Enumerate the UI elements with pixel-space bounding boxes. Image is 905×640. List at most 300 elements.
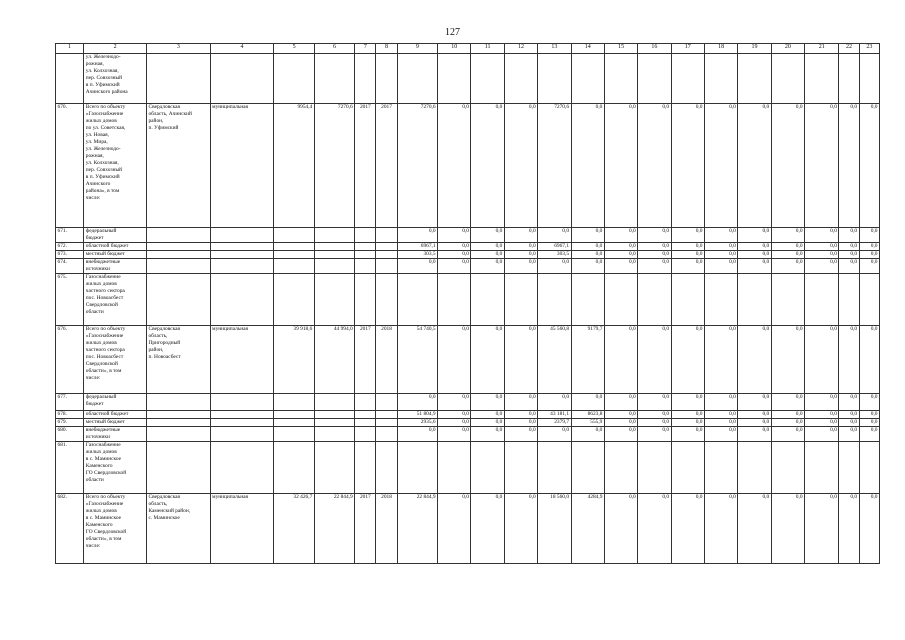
value-cell [805, 274, 839, 326]
value-cell [274, 228, 314, 243]
value-cell: 6967,1 [538, 243, 571, 251]
row-index: 680. [56, 427, 84, 442]
value-cell: 0,0 [438, 411, 471, 419]
column-number: 2 [84, 44, 147, 54]
location [146, 228, 210, 243]
value-cell [274, 427, 314, 442]
value-cell: 0,0 [671, 104, 704, 228]
value-cell: 0,0 [671, 251, 704, 259]
value-cell: 0,0 [604, 419, 637, 427]
value-cell: 0,0 [504, 104, 537, 228]
value-cell: 0,0 [638, 228, 671, 243]
value-cell [538, 442, 571, 494]
ownership [210, 54, 274, 104]
value-cell: 0,0 [638, 427, 671, 442]
column-number: 8 [376, 44, 397, 54]
value-cell: 0,0 [805, 394, 839, 411]
value-cell: 0,0 [604, 326, 637, 394]
value-cell [355, 442, 376, 494]
column-number: 14 [571, 44, 604, 54]
value-cell: 2018 [376, 494, 397, 564]
row-index: 681. [56, 442, 84, 494]
value-cell: 44 994,0 [314, 326, 354, 394]
value-cell: 0,0 [438, 228, 471, 243]
value-cell: 0,0 [771, 104, 804, 228]
value-cell [771, 442, 804, 494]
value-cell: 7270,6 [538, 104, 571, 228]
column-number: 23 [859, 44, 879, 54]
value-cell: 39 918,6 [274, 326, 314, 394]
value-cell [274, 251, 314, 259]
row-index: 682. [56, 494, 84, 564]
value-cell: 0,0 [805, 427, 839, 442]
table-row [56, 104, 880, 228]
value-cell [704, 274, 737, 326]
value-cell [355, 228, 376, 243]
value-cell: 0,0 [859, 228, 879, 243]
ownership [210, 419, 274, 427]
column-number: 13 [538, 44, 571, 54]
table-row [56, 243, 880, 251]
value-cell [671, 442, 704, 494]
value-cell: 4284,9 [571, 494, 604, 564]
value-cell: 0,0 [704, 394, 737, 411]
value-cell: 0,0 [704, 259, 737, 274]
ownership: муниципальная [210, 104, 274, 228]
value-cell: 0,0 [571, 104, 604, 228]
value-cell: 0,0 [738, 419, 771, 427]
value-cell: 0,0 [859, 419, 879, 427]
value-cell: 0,0 [859, 251, 879, 259]
value-cell [314, 394, 354, 411]
value-cell: 0,0 [805, 228, 839, 243]
value-cell: 2935,6 [397, 419, 437, 427]
value-cell [438, 442, 471, 494]
value-cell [376, 251, 397, 259]
value-cell [314, 274, 354, 326]
value-cell: 0,0 [671, 228, 704, 243]
table-row [56, 442, 880, 494]
value-cell: 51 804,9 [397, 411, 437, 419]
value-cell: 0,0 [859, 427, 879, 442]
value-cell: 0,0 [438, 394, 471, 411]
row-index: 675. [56, 274, 84, 326]
value-cell: 0,0 [538, 259, 571, 274]
value-cell: 0,0 [738, 251, 771, 259]
value-cell [771, 274, 804, 326]
value-cell [355, 54, 376, 104]
value-cell [471, 442, 504, 494]
value-cell: 0,0 [604, 411, 637, 419]
ownership [210, 243, 274, 251]
value-cell: 0,0 [571, 427, 604, 442]
value-cell: 0,0 [839, 251, 859, 259]
value-cell: 0,0 [805, 411, 839, 419]
value-cell: 0,0 [671, 326, 704, 394]
object-name: Всего по объекту «Газоснабжение жилых домов частного сектора пос. Новоасбест Свердловской области», в том числе: [84, 326, 147, 394]
value-cell [376, 228, 397, 243]
table-row [56, 394, 880, 411]
ownership [210, 442, 274, 494]
value-cell: 0,0 [771, 251, 804, 259]
value-cell [438, 54, 471, 104]
value-cell [839, 54, 859, 104]
value-cell: 0,0 [805, 494, 839, 564]
value-cell [859, 442, 879, 494]
value-cell [376, 274, 397, 326]
value-cell [504, 274, 537, 326]
value-cell [355, 251, 376, 259]
value-cell: 0,0 [638, 419, 671, 427]
value-cell: 0,0 [538, 427, 571, 442]
value-cell [376, 54, 397, 104]
value-cell: 0,0 [438, 494, 471, 564]
value-cell [274, 259, 314, 274]
value-cell: 0,0 [738, 104, 771, 228]
value-cell: 9179,7 [571, 326, 604, 394]
value-cell: 0,0 [839, 243, 859, 251]
value-cell: 2017 [376, 104, 397, 228]
value-cell [397, 442, 437, 494]
value-cell: 0,0 [771, 228, 804, 243]
column-number: 6 [314, 44, 354, 54]
value-cell: 0,0 [671, 494, 704, 564]
value-cell: 6967,1 [397, 243, 437, 251]
value-cell [671, 274, 704, 326]
value-cell [859, 274, 879, 326]
value-cell [839, 442, 859, 494]
value-cell: 0,0 [638, 394, 671, 411]
object-name: внебюджетные источники [84, 427, 147, 442]
value-cell: 0,0 [859, 259, 879, 274]
value-cell: 555,9 [571, 419, 604, 427]
value-cell: 0,0 [397, 394, 437, 411]
value-cell: 0,0 [504, 243, 537, 251]
value-cell: 0,0 [504, 427, 537, 442]
value-cell: 0,0 [859, 411, 879, 419]
value-cell: 0,0 [438, 419, 471, 427]
object-name: местный бюджет [84, 251, 147, 259]
value-cell [314, 251, 354, 259]
row-index [56, 54, 84, 104]
value-cell [638, 442, 671, 494]
value-cell: 0,0 [571, 251, 604, 259]
value-cell [376, 442, 397, 494]
value-cell [376, 419, 397, 427]
location [146, 411, 210, 419]
value-cell: 0,0 [704, 326, 737, 394]
value-cell [314, 419, 354, 427]
value-cell: 0,0 [805, 104, 839, 228]
value-cell: 0,0 [638, 326, 671, 394]
value-cell: 0,0 [471, 494, 504, 564]
value-cell: 0,0 [604, 494, 637, 564]
value-cell: 0,0 [438, 259, 471, 274]
value-cell: 0,0 [504, 394, 537, 411]
value-cell: 0,0 [738, 411, 771, 419]
value-cell: 45 560,8 [538, 326, 571, 394]
page-number: 127 [445, 27, 460, 38]
value-cell: 0,0 [839, 411, 859, 419]
column-number: 1 [56, 44, 84, 54]
value-cell: 0,0 [704, 494, 737, 564]
ownership: муниципальная [210, 326, 274, 394]
value-cell: 0,0 [738, 326, 771, 394]
value-cell: 0,0 [504, 259, 537, 274]
location [146, 274, 210, 326]
value-cell: 0,0 [704, 419, 737, 427]
value-cell: 0,0 [839, 427, 859, 442]
value-cell [274, 274, 314, 326]
value-cell: 0,0 [571, 243, 604, 251]
value-cell: 0,0 [771, 259, 804, 274]
row-index: 674. [56, 259, 84, 274]
value-cell: 18 560,0 [538, 494, 571, 564]
value-cell: 7270,6 [314, 104, 354, 228]
row-index: 673. [56, 251, 84, 259]
column-number: 22 [839, 44, 859, 54]
value-cell: 0,0 [859, 104, 879, 228]
value-cell: 0,0 [438, 104, 471, 228]
column-number: 19 [738, 44, 771, 54]
ownership [210, 251, 274, 259]
value-cell [376, 394, 397, 411]
value-cell: 0,0 [604, 104, 637, 228]
location [146, 427, 210, 442]
ownership [210, 427, 274, 442]
value-cell: 0,0 [839, 419, 859, 427]
value-cell: 0,0 [771, 411, 804, 419]
table-row [56, 274, 880, 326]
value-cell: 0,0 [805, 259, 839, 274]
value-cell: 0,0 [859, 494, 879, 564]
value-cell: 0,0 [771, 494, 804, 564]
value-cell: 0,0 [504, 411, 537, 419]
value-cell: 2017 [355, 326, 376, 394]
value-cell [859, 54, 879, 104]
column-number: 11 [471, 44, 504, 54]
value-cell: 0,0 [859, 326, 879, 394]
value-cell: 0,0 [805, 326, 839, 394]
location [146, 251, 210, 259]
value-cell: 0,0 [438, 251, 471, 259]
value-cell: 0,0 [438, 427, 471, 442]
value-cell: 0,0 [704, 228, 737, 243]
value-cell: 0,0 [839, 394, 859, 411]
object-name: федеральный бюджет [84, 228, 147, 243]
value-cell [274, 419, 314, 427]
location [146, 442, 210, 494]
value-cell: 2379,7 [538, 419, 571, 427]
value-cell: 0,0 [471, 419, 504, 427]
value-cell: 0,0 [771, 243, 804, 251]
value-cell [355, 243, 376, 251]
column-number: 18 [704, 44, 737, 54]
ownership [210, 228, 274, 243]
ownership [210, 274, 274, 326]
row-index: 677. [56, 394, 84, 411]
value-cell [604, 274, 637, 326]
location [146, 243, 210, 251]
value-cell: 43 181,1 [538, 411, 571, 419]
value-cell: 0,0 [738, 243, 771, 251]
value-cell: 0,0 [671, 394, 704, 411]
value-cell [571, 54, 604, 104]
value-cell [314, 243, 354, 251]
value-cell: 32 426,7 [274, 494, 314, 564]
value-cell: 0,0 [704, 427, 737, 442]
value-cell [376, 259, 397, 274]
value-cell: 0,0 [839, 259, 859, 274]
value-cell: 0,0 [604, 251, 637, 259]
column-number: 21 [805, 44, 839, 54]
value-cell: 7270,6 [397, 104, 437, 228]
value-cell [504, 54, 537, 104]
value-cell [376, 427, 397, 442]
value-cell [471, 274, 504, 326]
column-number: 7 [355, 44, 376, 54]
value-cell: 0,0 [771, 419, 804, 427]
value-cell: 0,0 [471, 411, 504, 419]
location [146, 419, 210, 427]
column-number: 20 [771, 44, 804, 54]
table-row [56, 494, 880, 564]
value-cell: 0,0 [738, 394, 771, 411]
value-cell [704, 54, 737, 104]
value-cell [805, 442, 839, 494]
value-cell: 0,0 [704, 411, 737, 419]
table-row [56, 411, 880, 419]
value-cell: 0,0 [859, 243, 879, 251]
row-index: 676. [56, 326, 84, 394]
column-number: 15 [604, 44, 637, 54]
value-cell [738, 54, 771, 104]
value-cell [397, 274, 437, 326]
value-cell: 2018 [376, 326, 397, 394]
value-cell [571, 442, 604, 494]
table-row [56, 326, 880, 394]
value-cell [314, 54, 354, 104]
value-cell [274, 411, 314, 419]
value-cell [314, 442, 354, 494]
value-cell: 0,0 [471, 228, 504, 243]
value-cell [471, 54, 504, 104]
value-cell: 0,0 [504, 494, 537, 564]
value-cell: 0,0 [504, 419, 537, 427]
value-cell [355, 394, 376, 411]
ownership [210, 259, 274, 274]
value-cell: 22 844,9 [314, 494, 354, 564]
value-cell: 0,0 [471, 259, 504, 274]
value-cell: 0,0 [839, 494, 859, 564]
value-cell: 0,0 [471, 104, 504, 228]
value-cell [638, 274, 671, 326]
column-number: 3 [146, 44, 210, 54]
object-name: внебюджетные источники [84, 259, 147, 274]
location [146, 259, 210, 274]
value-cell: 0,0 [397, 259, 437, 274]
value-cell: 0,0 [504, 228, 537, 243]
value-cell: 0,0 [471, 326, 504, 394]
value-cell: 0,0 [638, 243, 671, 251]
value-cell: 303,5 [538, 251, 571, 259]
value-cell [274, 394, 314, 411]
value-cell: 0,0 [805, 243, 839, 251]
value-cell [274, 243, 314, 251]
object-name: Газоснабжение жилых домов в с. Маминское Каменского ГО Свердловской области [84, 442, 147, 494]
table-row [56, 251, 880, 259]
value-cell [638, 54, 671, 104]
value-cell [604, 442, 637, 494]
column-number: 17 [671, 44, 704, 54]
value-cell: 0,0 [738, 494, 771, 564]
value-cell: 0,0 [704, 251, 737, 259]
value-cell [438, 274, 471, 326]
value-cell [504, 442, 537, 494]
value-cell: 0,0 [438, 243, 471, 251]
value-cell: 0,0 [538, 394, 571, 411]
value-cell [738, 442, 771, 494]
object-name: ул. Железнодо- рожная, ул. Колхозная, пер. Совхозный в п. Уфимский Ачинского района [84, 54, 147, 104]
value-cell: 0,0 [805, 251, 839, 259]
value-cell: 303,5 [397, 251, 437, 259]
value-cell: 54 740,5 [397, 326, 437, 394]
location [146, 54, 210, 104]
value-cell [274, 442, 314, 494]
column-number: 9 [397, 44, 437, 54]
location [146, 394, 210, 411]
location: Свердловская область, Каменский район, с. Маминское [146, 494, 210, 564]
value-cell: 0,0 [604, 394, 637, 411]
value-cell: 0,0 [504, 251, 537, 259]
value-cell: 8623,8 [571, 411, 604, 419]
value-cell: 2017 [355, 494, 376, 564]
value-cell [771, 54, 804, 104]
object-name: Всего по объекту «Газоснабжение жилых домов по ул. Советская, ул. Новая, ул. Мира, ул. Железнодо- рожная, ул. Колхозная, пер. Совхозный в п. Уфимский Ачинского района», в том числе: [84, 104, 147, 228]
value-cell: 0,0 [571, 394, 604, 411]
table-row [56, 259, 880, 274]
value-cell: 22 844,9 [397, 494, 437, 564]
value-cell: 0,0 [504, 326, 537, 394]
value-cell [355, 411, 376, 419]
value-cell: 0,0 [604, 228, 637, 243]
ownership [210, 394, 274, 411]
value-cell: 0,0 [471, 251, 504, 259]
value-cell: 0,0 [604, 427, 637, 442]
value-cell: 0,0 [638, 494, 671, 564]
value-cell: 0,0 [805, 419, 839, 427]
value-cell: 0,0 [671, 427, 704, 442]
value-cell [274, 54, 314, 104]
value-cell: 0,0 [604, 243, 637, 251]
row-index: 678. [56, 411, 84, 419]
value-cell [397, 54, 437, 104]
value-cell: 0,0 [671, 419, 704, 427]
table-row [56, 419, 880, 427]
value-cell [805, 54, 839, 104]
row-index: 670. [56, 104, 84, 228]
value-cell: 0,0 [671, 243, 704, 251]
column-number: 16 [638, 44, 671, 54]
value-cell: 0,0 [671, 411, 704, 419]
value-cell: 0,0 [397, 228, 437, 243]
column-number: 4 [210, 44, 274, 54]
value-cell: 0,0 [771, 394, 804, 411]
value-cell: 0,0 [738, 427, 771, 442]
value-cell: 0,0 [538, 228, 571, 243]
value-cell: 0,0 [471, 427, 504, 442]
value-cell [839, 274, 859, 326]
